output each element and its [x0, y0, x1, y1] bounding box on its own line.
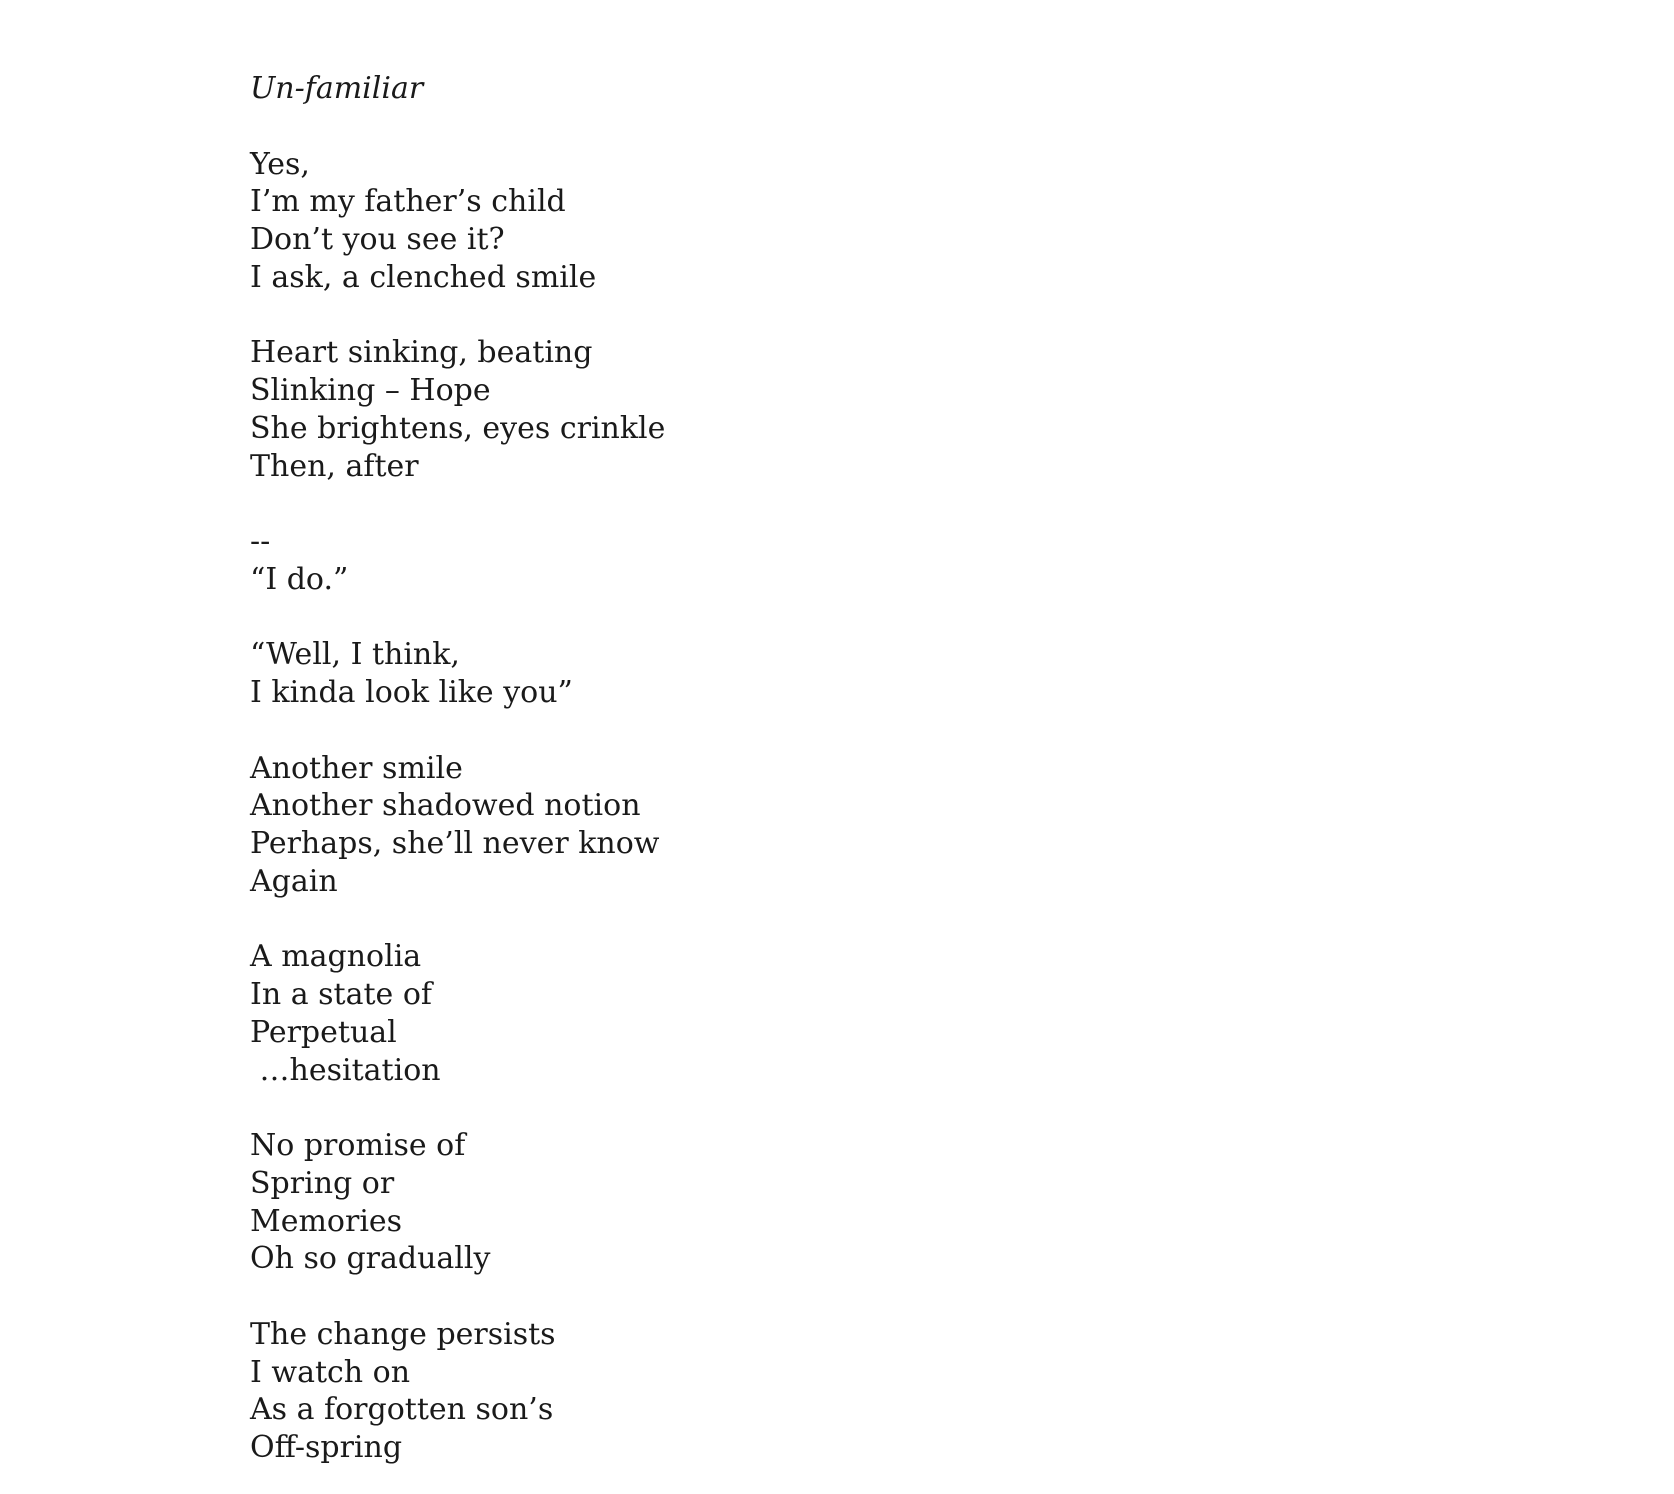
poem-title: Un-familiar [250, 71, 424, 106]
poem-line: A magnolia [250, 939, 422, 975]
poem-line: I ask, a clenched smile [250, 259, 597, 295]
stanza-1 [250, 146, 1050, 297]
stanza-8 [250, 1316, 1050, 1467]
stanza-5 [250, 750, 1050, 901]
poem-line: Another shadowed notion [250, 788, 641, 824]
poem-line: Memories [250, 1203, 403, 1239]
poem-line: In a state of [250, 977, 432, 1012]
poem-line: Perhaps, she’ll never know [250, 826, 660, 861]
poem-line: I watch on [250, 1354, 411, 1390]
poem-line: The change persists [250, 1316, 556, 1352]
poem-line: Oh so gradually [250, 1241, 491, 1277]
poem-line: Don’t you see it? [250, 222, 505, 257]
poem-line: She brightens, eyes crinkle [250, 410, 666, 446]
poem-line: …hesitation [250, 1052, 441, 1088]
poem-line: “Well, I think, [250, 637, 460, 673]
poem-line: Off-spring [250, 1430, 403, 1465]
poem-line: Another smile [250, 750, 463, 786]
stanza-2 [250, 334, 1050, 485]
poem-line: Then, after [250, 448, 419, 484]
stanza-6 [250, 938, 1050, 1089]
poem-line: -- [250, 524, 271, 559]
stanza-3 [250, 523, 1050, 599]
poem-line: Heart sinking, beating [250, 335, 593, 371]
poem [250, 70, 1050, 1467]
poem-line: “I do.” [250, 561, 349, 597]
stanza-4 [250, 636, 1050, 712]
poem-line: I’m my father’s child [250, 184, 566, 220]
poem-line: Slinking – Hope [250, 373, 491, 408]
poem-line: As a forgotten son’s [250, 1392, 554, 1428]
poem-line: I kinda look like you” [250, 675, 573, 710]
poem-line: No promise of [250, 1128, 466, 1163]
stanza-7 [250, 1127, 1050, 1278]
poem-line: Again [250, 863, 338, 899]
poem-line: Yes, [250, 146, 310, 182]
poem-line: Perpetual [250, 1014, 397, 1050]
poem-line: Spring or [250, 1165, 395, 1201]
